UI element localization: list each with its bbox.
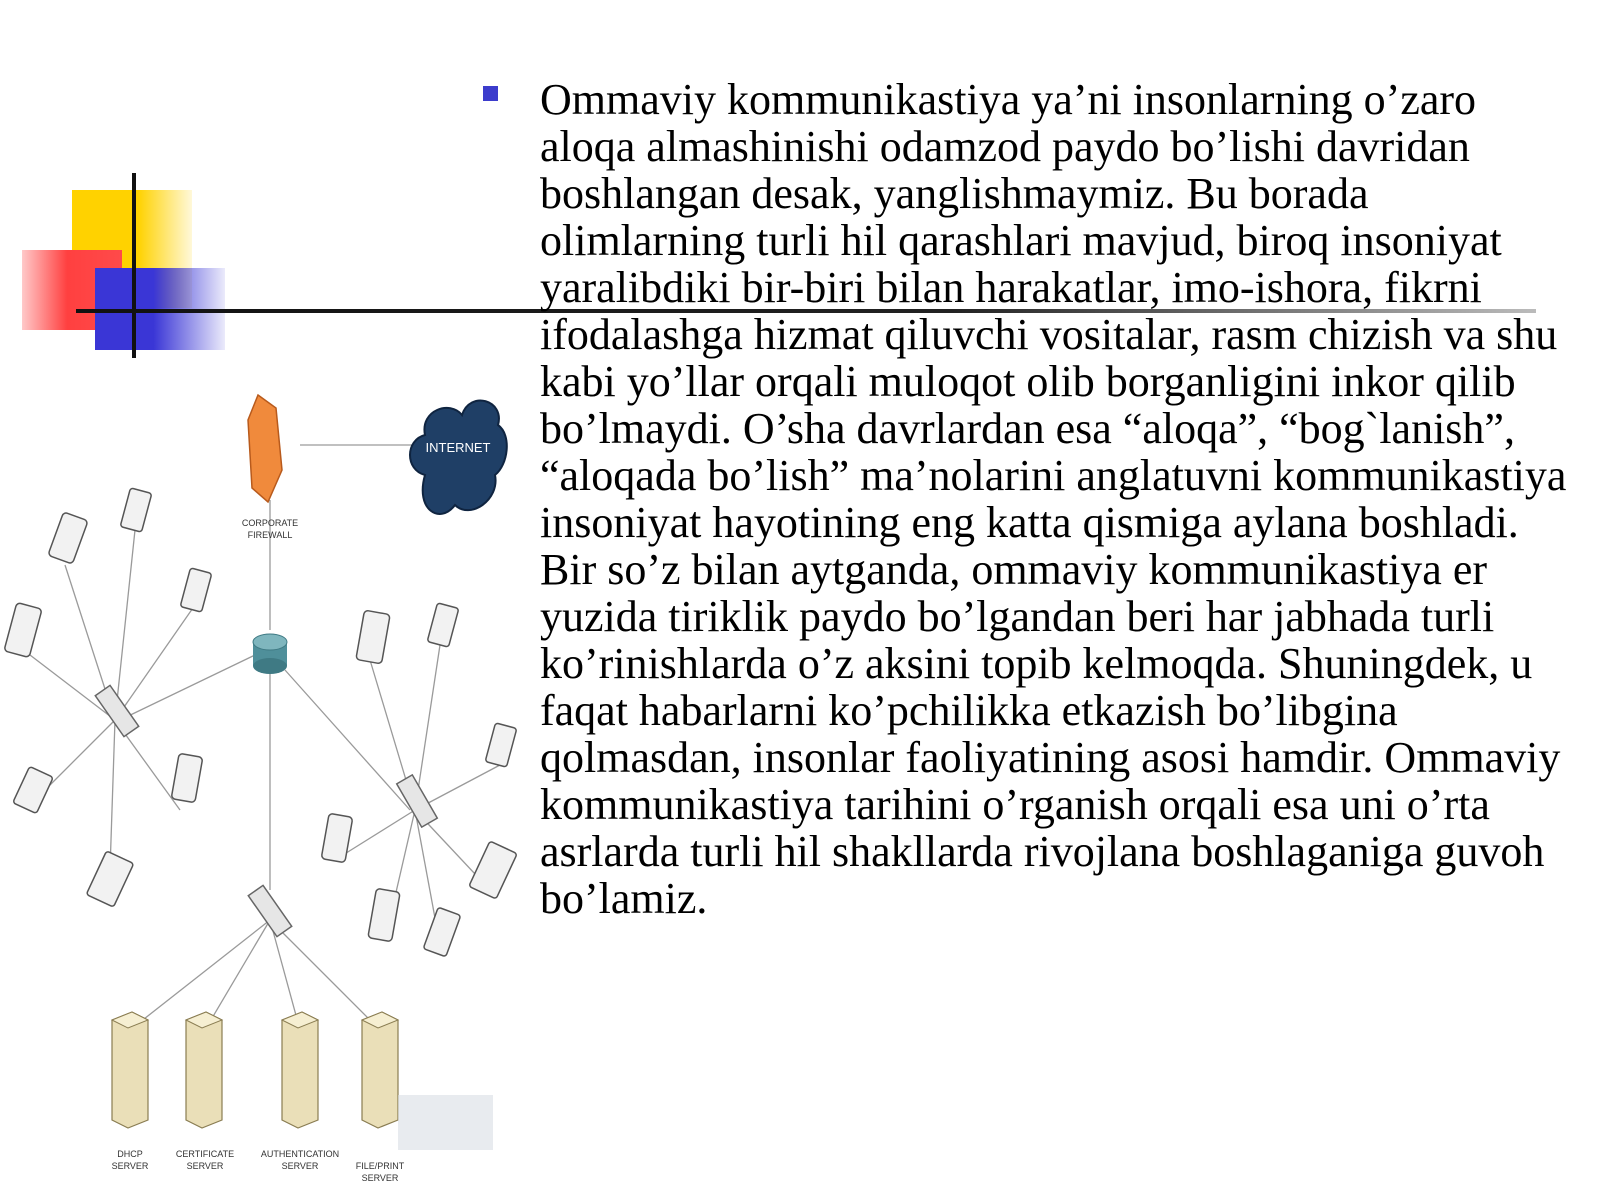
monitor-icon: [321, 813, 353, 862]
firewall-label-line1: CORPORATE: [241, 518, 299, 528]
network-diagram: [0, 390, 530, 1200]
server-label: SERVER: [361, 1173, 399, 1183]
server-label: FILE/PRINT: [355, 1161, 405, 1171]
watermark-blur: [398, 1095, 493, 1150]
phone-icon: [13, 766, 53, 813]
phone-icon: [423, 907, 461, 957]
monitor-icon: [4, 602, 42, 657]
server-label: SERVER: [111, 1161, 149, 1171]
firewall-label-line2: FIREWALL: [247, 530, 293, 540]
certificate-server-icon: [186, 1012, 222, 1128]
monitor-icon: [48, 512, 88, 564]
server-label: DHCP: [117, 1149, 143, 1159]
servers: [112, 1012, 493, 1150]
authentication-server-icon: [282, 1012, 318, 1128]
dhcp-server-icon: [112, 1012, 148, 1128]
server-label: SERVER: [186, 1161, 224, 1171]
monitor-icon: [356, 610, 390, 664]
slide-body-text: Ommaviy kommunikastiya ya’ni insonlarning o’zaro aloqa almashinishi odamzod paydo bo’lishi davridan boshlangan desak, yanglishmaymiz. Bu borada olimlarning turli hil qarashlari mavjud, biroq insoniyat yaralibdiki bir-biri bilan harakatlar, imo-ishora, fikrni ifodalashga hizmat qiluvchi vositalar, rasm chizish va shu kabi yo’llar orqali muloqot olib borganligini inkor qilib bo’lmaydi. O’sha davrlardan esa “aloqa”, “bog`lanish”, “aloqada bo’lish” ma’nolarini anglatuvni kommunikastiya insoniyat hayotining eng katta qismiga aylana boshladi. Bir so’z bilan aytganda, ommaviy kommunikastiya er yuzida tiriklik paydo bo’lgandan beri har jabhada turli ko’rinishlarda o’z aksini topib kelmoqda. Shuningdek, u faqat habarlarni ko’pchilikka etkazish bo’libgina qolmasdan, insonlar faoliyatining asosi hamdir. Ommaviy kommunikastiya tarihini o’rganish orqali esa uni o’rta asrlarda turli hil shakllarda rivojlana boshlaganiga guvoh bo’lamiz.: [540, 75, 1567, 923]
server-labels: [112, 1149, 405, 1183]
internet-label: INTERNET: [425, 440, 491, 455]
monitor-icon: [368, 888, 400, 941]
phone-icon: [427, 603, 459, 647]
phone-icon: [180, 568, 212, 612]
switch-icon: [95, 685, 138, 736]
internet-cloud-icon: [410, 401, 507, 514]
switch-icon: [248, 885, 291, 936]
file-print-server-icon: [362, 1012, 493, 1150]
laptop-icon: [86, 851, 133, 907]
bullet-square-icon: [483, 86, 498, 101]
server-label: CERTIFICATE: [175, 1149, 235, 1159]
server-label: SERVER: [281, 1161, 319, 1171]
router-icon: [253, 634, 287, 674]
firewall-icon: [248, 395, 282, 502]
monitor-icon: [171, 753, 203, 802]
phone-icon: [485, 723, 517, 767]
laptop-icon: [469, 841, 517, 899]
phone-icon: [120, 488, 152, 532]
server-label: AUTHENTICATION: [260, 1149, 340, 1159]
decor-vertical-line: [132, 173, 136, 358]
